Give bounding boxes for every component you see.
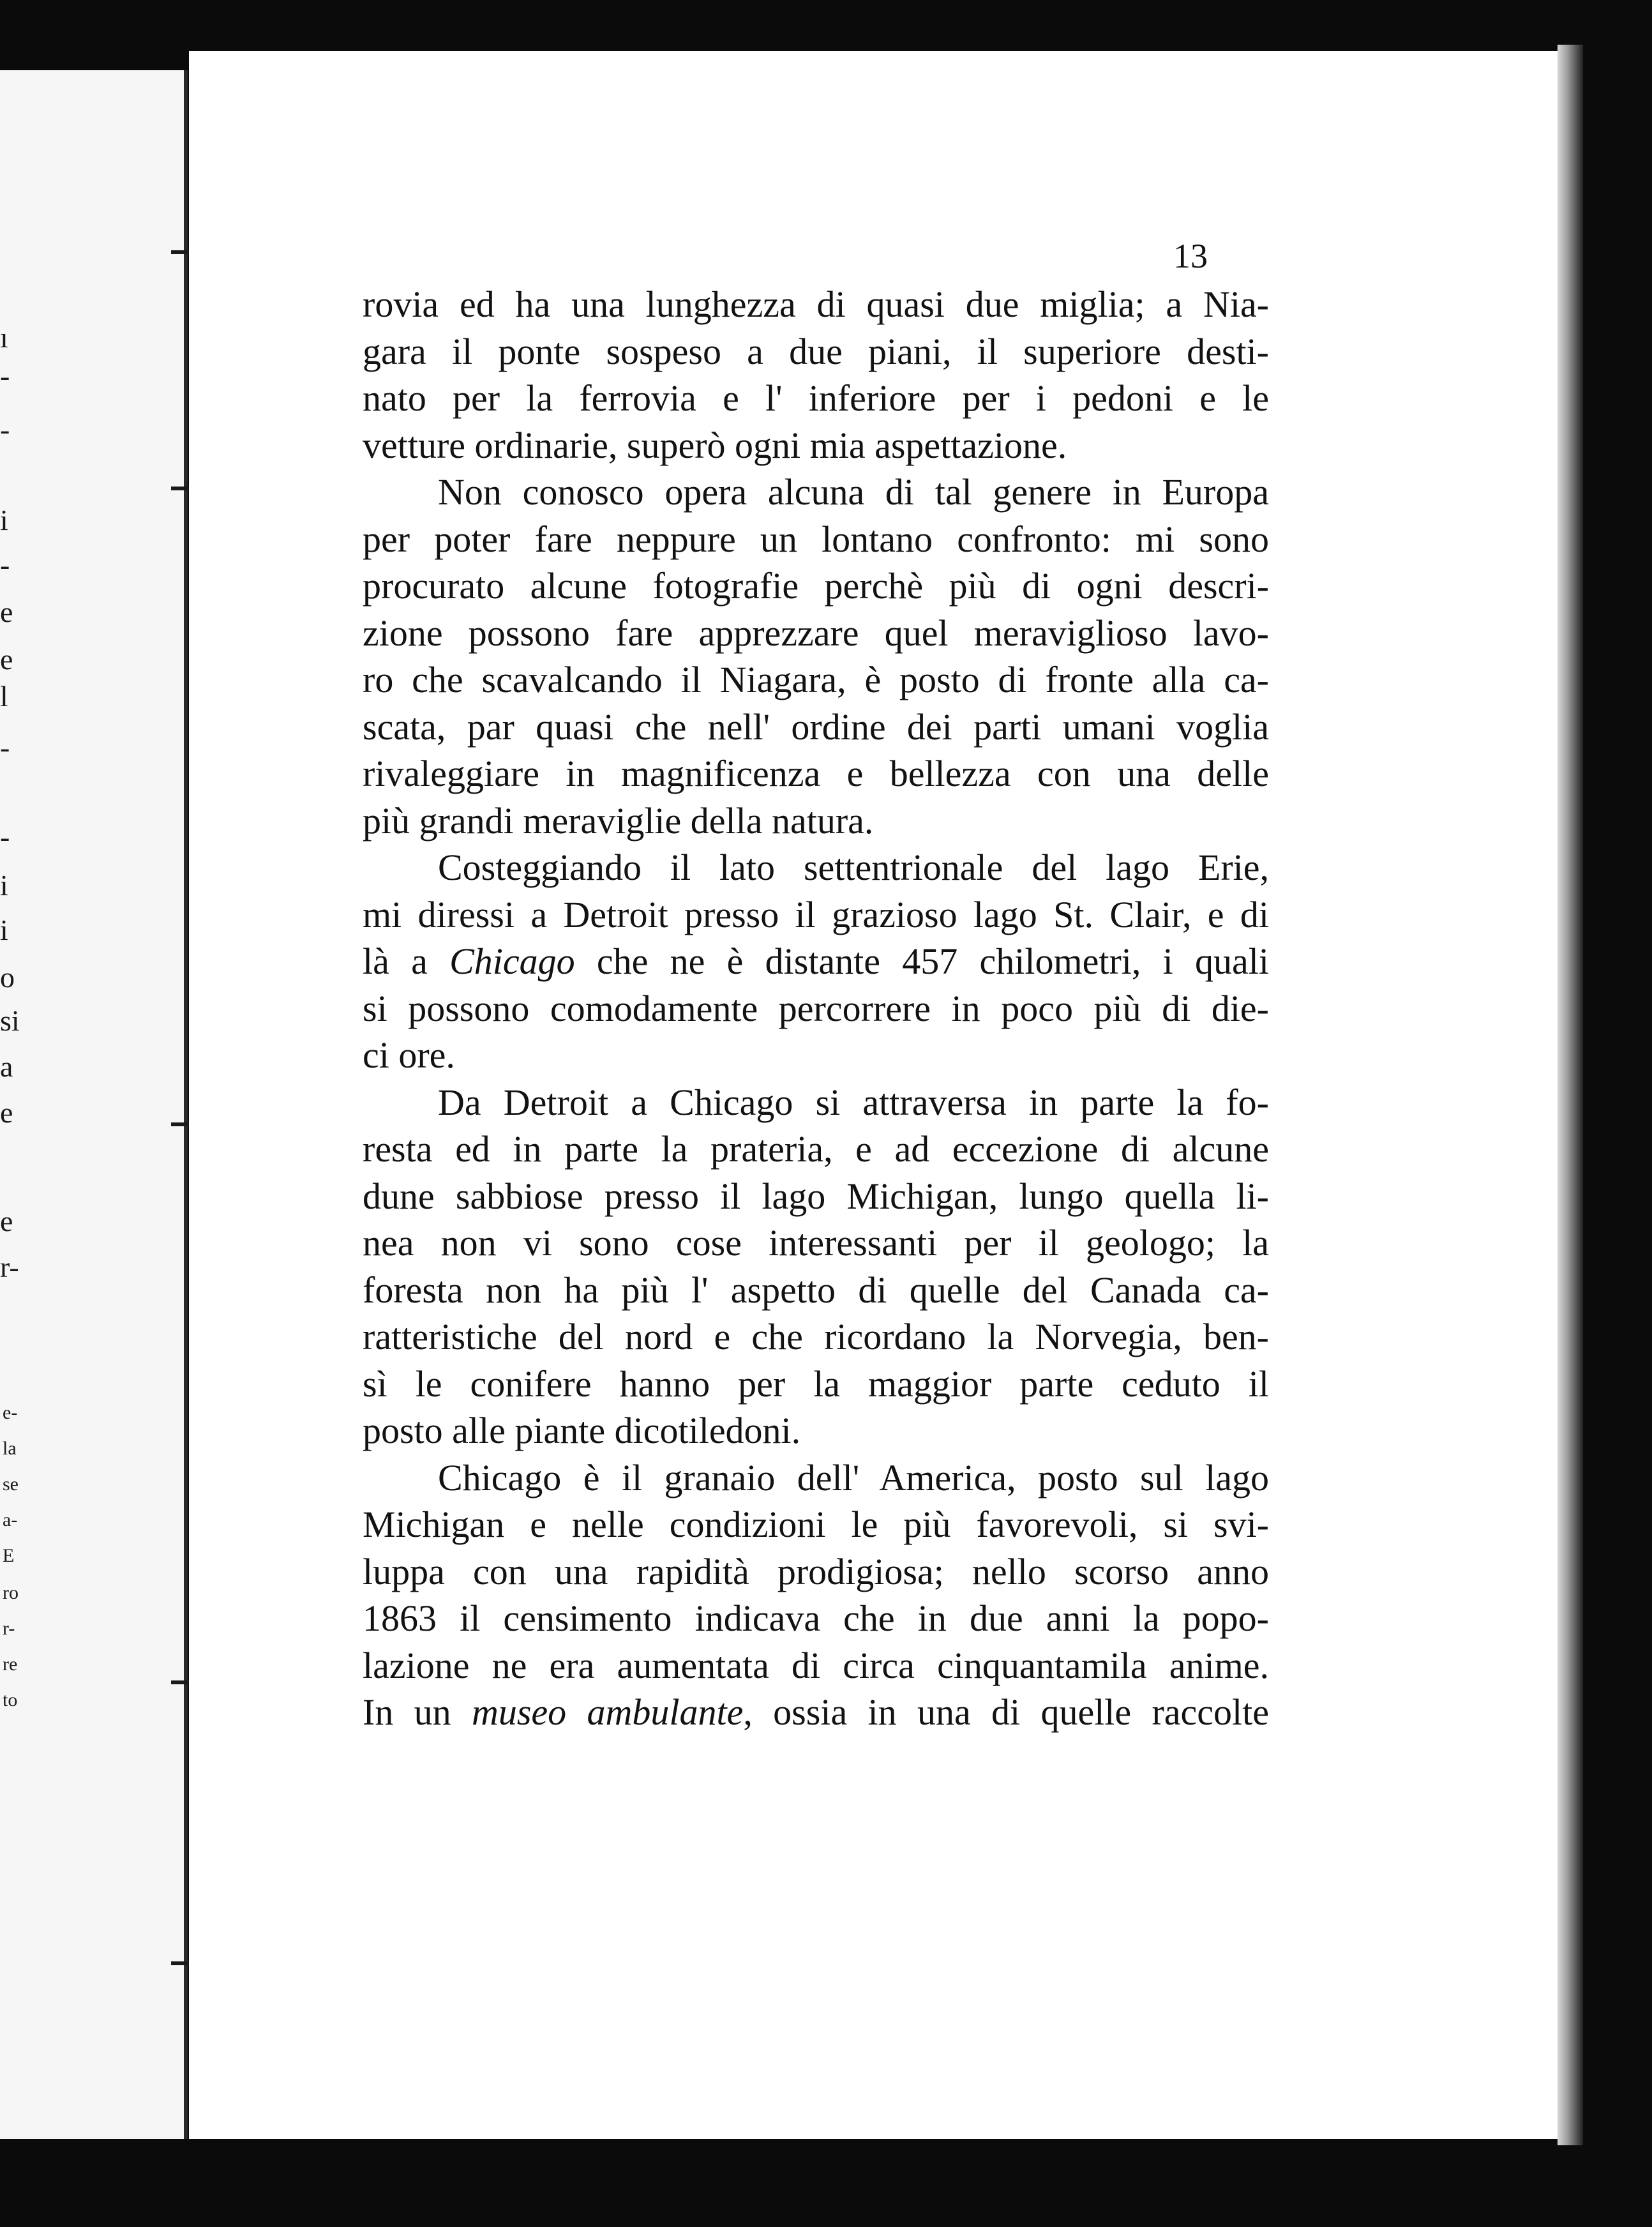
fragment: - <box>0 548 10 581</box>
text-line: vetture ordinarie, superò ogni mia aspettazione. <box>363 424 1067 466</box>
text-line: nato per la ferrovia e l' inferiore per i pedoni e le <box>363 377 1269 419</box>
fragment: a <box>0 1050 13 1083</box>
fragment: se <box>3 1474 19 1495</box>
page-number: 13 <box>1173 237 1208 275</box>
text-line: ci ore. <box>363 1034 455 1076</box>
text-line: lazione ne era aumentata di circa cinquantamila anime. <box>363 1644 1269 1686</box>
page-edge-shadow <box>1558 45 1583 2145</box>
text-line: 1863 il censimento indicava che in due anni la popo- <box>363 1597 1269 1639</box>
text-line: sì le conifere hanno per la maggior parte ceduto il <box>363 1363 1269 1405</box>
fragment: - <box>0 820 10 853</box>
text-line <box>363 938 1269 985</box>
text-line: rivaleggiare in magnificenza e bellezza con una delle <box>363 753 1269 794</box>
fragment: i <box>0 914 8 946</box>
text-line: procurato alcune fotografie perchè più di ogni descri- <box>363 565 1269 607</box>
text-line: zione possono fare apprezzare quel meraviglioso lavo- <box>363 612 1269 654</box>
text-line: si possono comodamente percorrere in poco più di die- <box>363 987 1269 1029</box>
text-line: Chicago è il granaio dell' America, posto sul lago <box>438 1456 1269 1499</box>
fragment: ı <box>0 321 8 354</box>
fragment: a- <box>3 1509 18 1530</box>
text-line: per poter fare neppure un lontano confronto: mi sono <box>363 518 1269 560</box>
text-line: rovia ed ha una lunghezza di quasi due miglia; a Nia- <box>363 283 1269 325</box>
text-line: ratteristiche del nord e che ricordano la Norvegia, ben- <box>363 1316 1269 1357</box>
fragment: la <box>3 1438 17 1459</box>
fragment: e <box>0 1096 13 1129</box>
text-line: ro che scavalcando il Niagara, è posto di fronte alla ca- <box>363 659 1269 700</box>
fragment: r- <box>3 1618 15 1639</box>
left-page-edge <box>0 70 185 2139</box>
fragment: - <box>0 413 10 446</box>
text-line: Non conosco opera alcuna di tal genere in Europa <box>438 471 1269 513</box>
fragment: si <box>0 1004 20 1037</box>
fragment: to <box>3 1689 18 1710</box>
text-line-end: che ne è distante 457 chilometri, i quali <box>574 940 1269 982</box>
text-line: gara il ponte sospeso a due piani, il superiore desti- <box>363 330 1269 372</box>
fragment: l <box>0 680 8 713</box>
fragment: e <box>0 643 13 676</box>
fragment: i <box>0 504 8 536</box>
text-line: luppa con una rapidità prodigiosa; nello scorso anno <box>363 1550 1269 1592</box>
page-body-text <box>363 281 1269 1736</box>
text-line: più grandi meraviglie della natura. <box>363 799 874 842</box>
fragment: - <box>0 359 10 392</box>
italic-place-name: Chicago <box>449 940 575 982</box>
fragment: e- <box>3 1402 18 1423</box>
fragment: e <box>0 1205 13 1237</box>
text-line <box>363 1689 1269 1736</box>
text-line: nea non vi sono cose interessanti per il geologo; la <box>363 1222 1269 1264</box>
text-line: foresta non ha più l' aspetto di quelle del Canada ca- <box>363 1269 1269 1311</box>
fragment: o <box>0 961 15 993</box>
fragment: ro <box>3 1582 19 1603</box>
text-line: scata, par quasi che nell' ordine dei parti umani voglia <box>363 706 1269 748</box>
text-line: Costeggiando il lato settentrionale del lago Erie, <box>438 847 1269 888</box>
fragment: r- <box>0 1251 19 1283</box>
left-page-fragments <box>0 70 185 2139</box>
text-line: resta ed in parte la prateria, e ad eccezione di alcune <box>363 1128 1269 1170</box>
fragment: e <box>0 596 13 628</box>
fragment: E <box>3 1545 15 1566</box>
text-line: posto alle piante dicotiledoni. <box>363 1410 801 1451</box>
text-line: dune sabbiose presso il lago Michigan, lungo quella li- <box>363 1175 1269 1217</box>
text-line-start: In un <box>363 1691 472 1733</box>
text-line-start: là a <box>363 940 450 982</box>
fragment: - <box>0 731 10 764</box>
text-line: mi diressi a Detroit presso il grazioso lago St. Clair, e di <box>363 893 1269 935</box>
text-line: Da Detroit a Chicago si attraversa in parte la fo- <box>438 1081 1269 1123</box>
italic-phrase: museo ambulante <box>471 1691 744 1733</box>
text-line-end: , ossia in una di quelle raccolte <box>743 1691 1269 1733</box>
fragment: i <box>0 869 8 902</box>
text-line: Michigan e nelle condizioni le più favorevoli, si svi- <box>363 1504 1269 1545</box>
book-gutter <box>184 70 188 2139</box>
fragment: re <box>3 1654 18 1675</box>
